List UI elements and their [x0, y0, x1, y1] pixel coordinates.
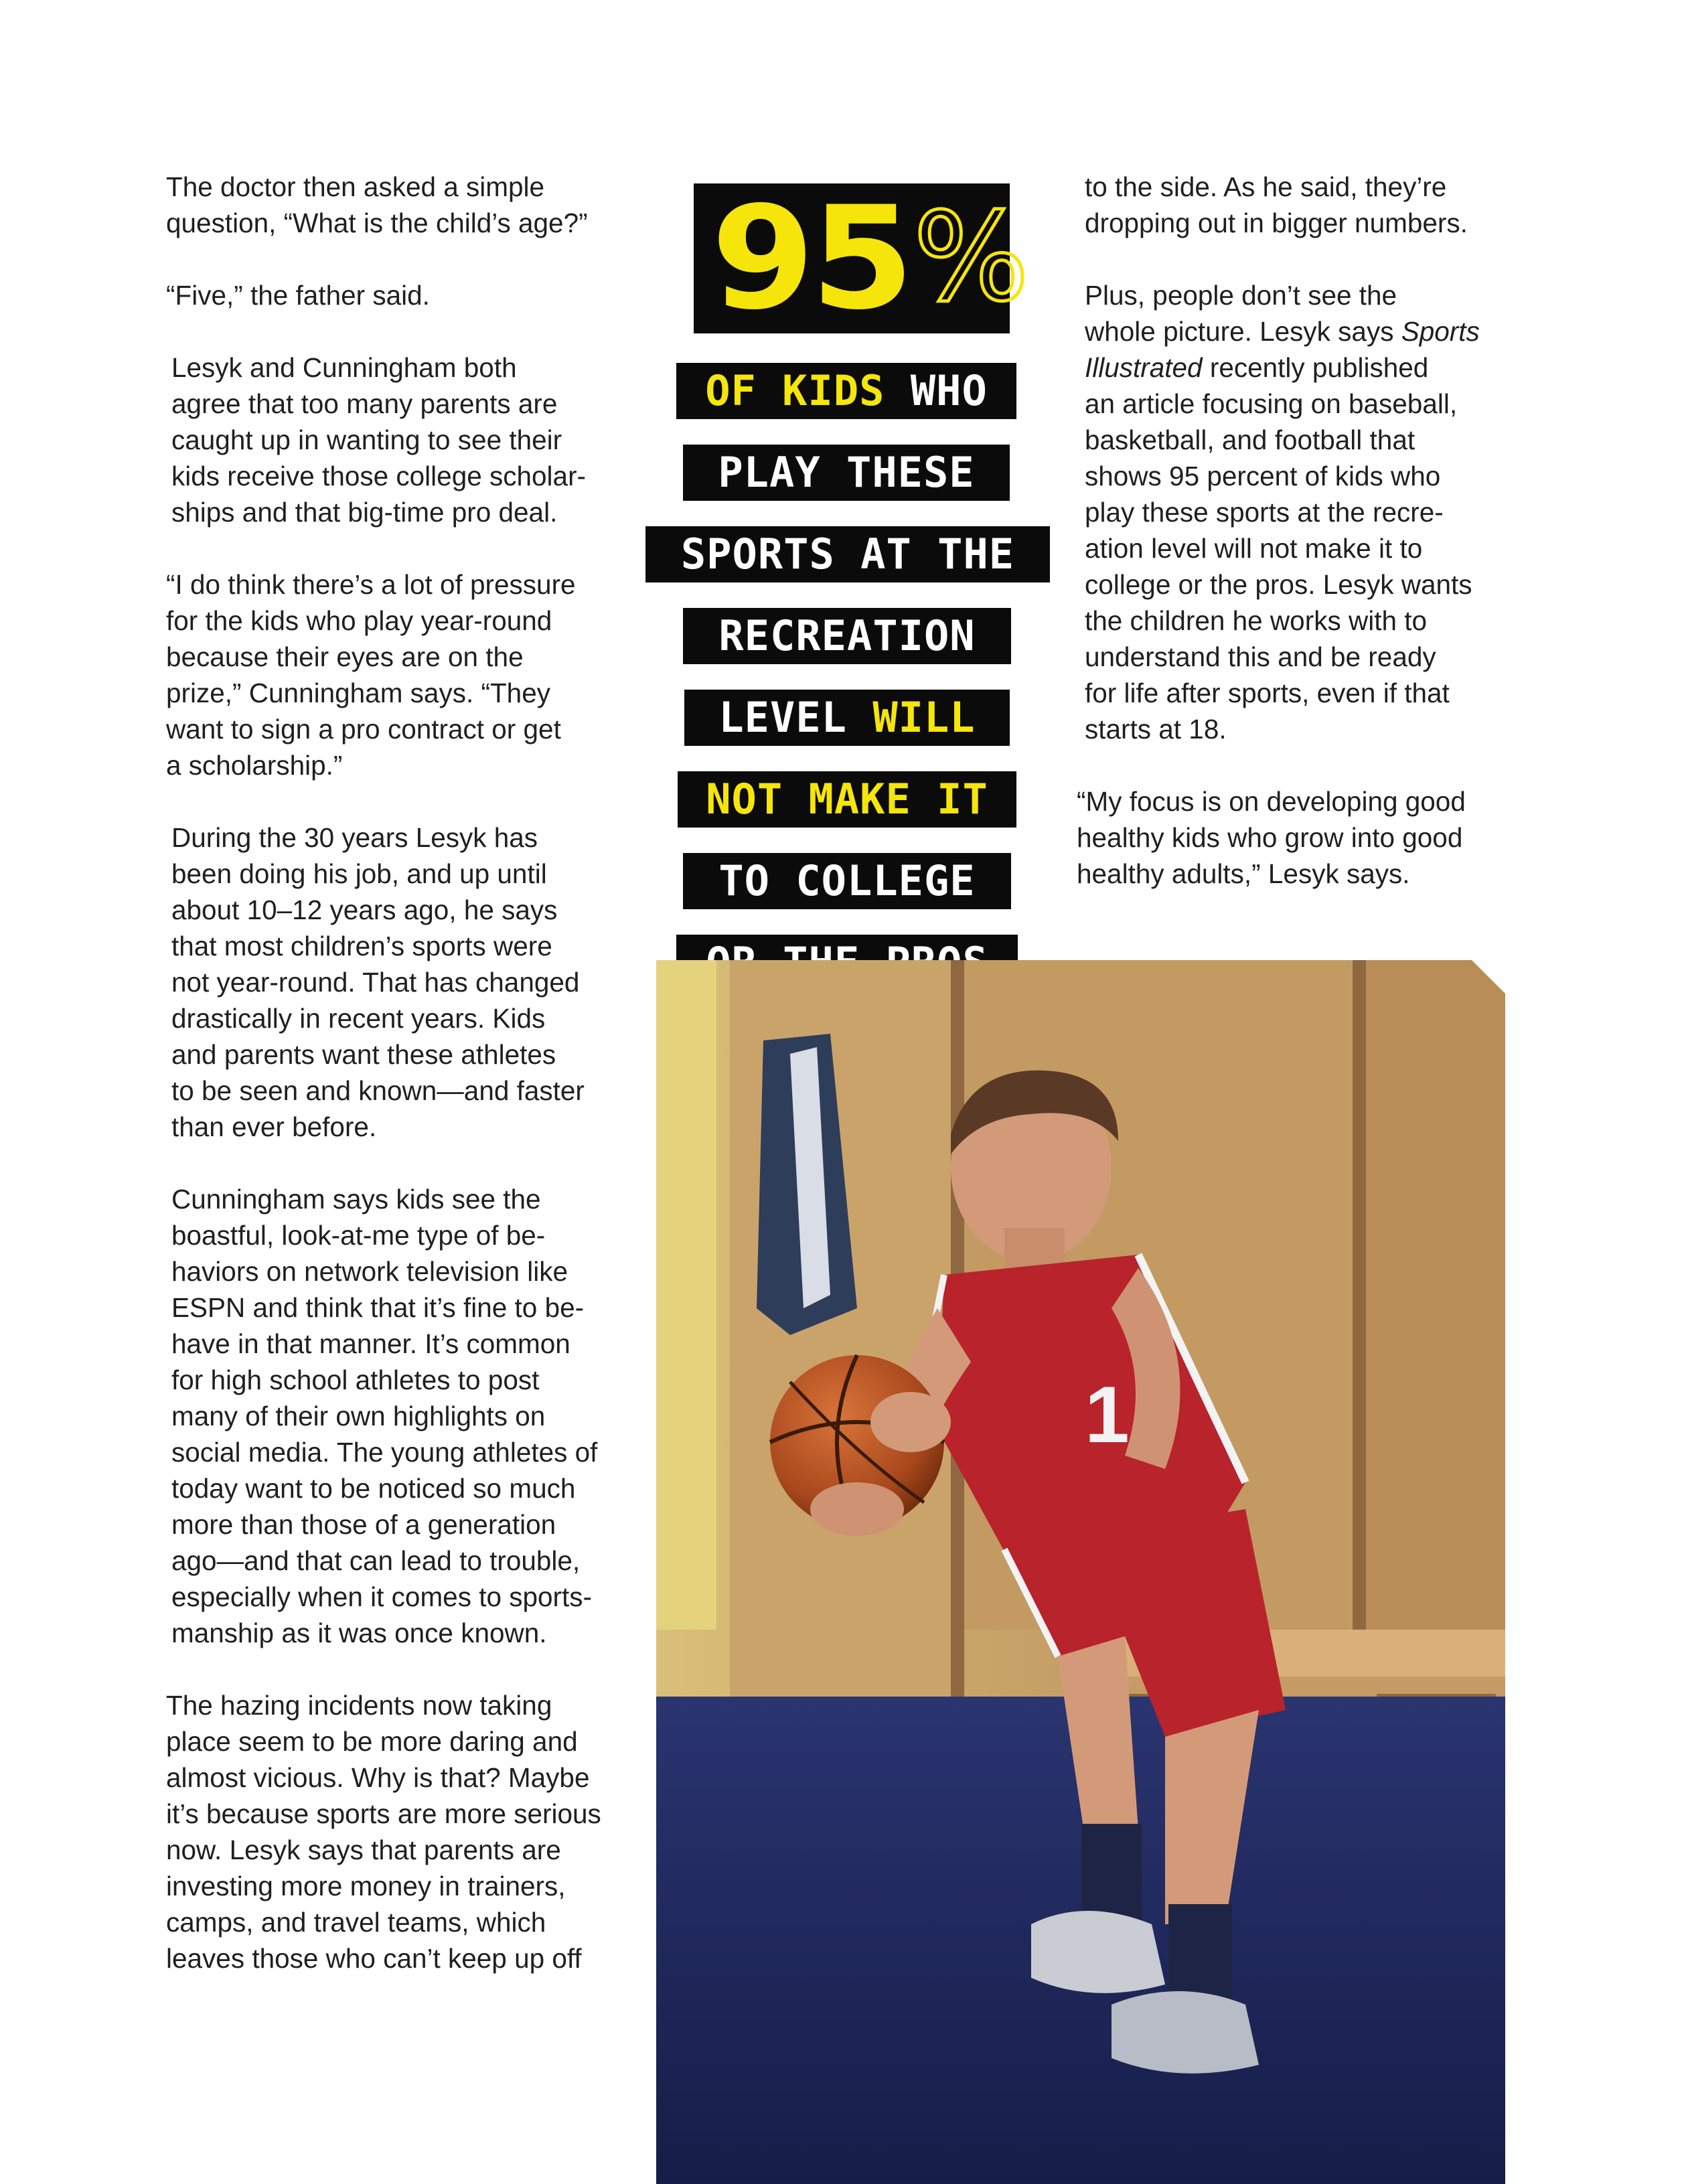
paragraph: “My focus is on developing good healthy kids who grow into good healthy adults,” Lesyk says.: [1077, 786, 1466, 889]
callout-highlight: OF KIDS: [705, 366, 885, 415]
callout-line: [645, 526, 1050, 582]
callout-line: [683, 445, 1010, 501]
paragraph: “Five,” the father said.: [166, 280, 430, 311]
paragraph: During the 30 years Lesyk has been doing his job, and up until about 10–12 years ago, he says that most children’s sports were not year-round. That has changed drastically in recent years. Kids and parents want these athletes to be seen and known—and faster than ever before.: [171, 822, 585, 1142]
callout-text: PLAY THESE: [718, 448, 975, 497]
magazine-title: Sports Illustrated: [1085, 316, 1480, 383]
callout-line: [683, 608, 1011, 664]
callout-line: [683, 853, 1011, 909]
callout-line: [676, 363, 1016, 419]
callout-highlight: NOT MAKE IT: [706, 775, 988, 824]
stat-number-box: [694, 175, 1029, 341]
callout-line: [678, 771, 1016, 828]
callout-highlight: WILL: [872, 693, 976, 742]
stat-percent-sign: %: [913, 186, 1029, 328]
callout-text: LEVEL: [718, 693, 873, 742]
athlete-illustration: [656, 960, 1505, 2184]
paragraph-text: recently published an article focusing on baseball, basketball, and football that shows 95 percent of kids who play these sports at the recre- ation level will not make it to college or the pros. Lesyk wants the children he works with to understand this and be ready for life after sports, even if that starts at 18.: [1085, 352, 1472, 745]
callout-text: RECREATION: [718, 611, 976, 660]
callout-text: TO COLLEGE: [718, 856, 976, 905]
paragraph-text: Plus, people don’t see the whole picture. Lesyk says: [1085, 280, 1397, 347]
paragraph: The doctor then asked a simple question, “What is the child’s age?”: [166, 171, 588, 238]
callout-text: WHO: [885, 366, 988, 415]
paragraph: [1085, 277, 1527, 747]
paragraph: Lesyk and Cunningham both agree that too many parents are caught up in wanting to see their kids receive those college scholar- ships and that big-time pro deal.: [171, 352, 587, 528]
locker-room-photo: [656, 960, 1505, 2184]
paragraph: “I do think there’s a lot of pressure for the kids who play year-round because their eyes are on the prize,” Cunningham says. “They want to sign a pro contract or get a scholarship.”: [166, 569, 576, 781]
paragraph: to the side. As he said, they’re dropping out in bigger numbers.: [1085, 171, 1468, 238]
callout-text: SPORTS AT THE: [680, 530, 1015, 578]
paragraph: Cunningham says kids see the boastful, look-at-me type of be- haviors on network television like ESPN and think that it’s fine to be- have in that manner. It’s common for high school athletes to post many of their own highlights on social media. The young athletes of today want to be noticed so much more than those of a generation ago—and that can lead to trouble, especially when it comes to sports- manship as it was once known.: [171, 1184, 598, 1648]
jersey-number: 1: [1085, 1370, 1130, 1460]
callout-line: [684, 690, 1010, 746]
stat-number: 95: [711, 175, 911, 341]
right-text-column: [1077, 169, 1527, 928]
left-text-column: [166, 169, 608, 2013]
paragraph: The hazing incidents now taking place seem to be more daring and almost vicious. Why is that? Maybe it’s because sports are more serious now. Lesyk says that parents are investing more money in trainers, camps, and travel teams, which leaves those who can’t keep up off: [166, 1690, 601, 1974]
